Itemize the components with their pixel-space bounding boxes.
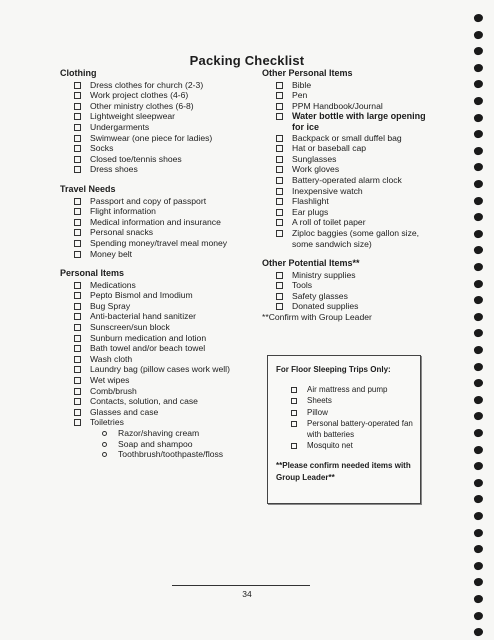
checklist-item: Dress clothes for church (2-3)	[60, 80, 260, 91]
checkbox-icon	[74, 82, 81, 89]
checklist-item: Donated supplies	[262, 301, 440, 312]
bullet-circle-icon	[102, 431, 107, 436]
checkbox-icon	[74, 166, 81, 173]
page-title: Packing Checklist	[189, 53, 305, 68]
binding-ring	[473, 577, 484, 587]
checklist-item: Ministry supplies	[262, 270, 440, 281]
checklist-item: Bath towel and/or beach towel	[60, 343, 260, 354]
binding-ring	[473, 444, 484, 454]
binding-ring	[473, 627, 484, 637]
checkbox-icon	[276, 219, 283, 226]
checklist-item: Medications	[60, 280, 260, 291]
checkbox-icon	[276, 113, 283, 120]
footer-rule	[172, 585, 310, 586]
checklist-item: Wash cloth	[60, 354, 260, 365]
checkbox-icon	[276, 156, 283, 163]
binding-ring	[473, 29, 484, 39]
checkbox-icon	[74, 409, 81, 416]
confirm-note: **Confirm with Group Leader	[262, 312, 372, 323]
binding-ring	[473, 461, 484, 471]
binding-ring	[473, 129, 484, 139]
checklist-item: Safety glasses	[262, 291, 440, 302]
binding-ring	[473, 345, 484, 355]
checklist-item: Closed toe/tennis shoes	[60, 154, 260, 165]
page-number: 34	[242, 589, 252, 599]
checkbox-icon	[276, 103, 283, 110]
binding-ring	[473, 245, 484, 255]
checklist-item: Personal snacks	[60, 227, 260, 238]
checklist-item: Contacts, solution, and case	[60, 396, 260, 407]
checklist-subitem: Razor/shaving cream	[60, 428, 260, 439]
checkbox-icon	[74, 113, 81, 120]
checklist-item: Comb/brush	[60, 386, 260, 397]
binding-ring	[473, 262, 484, 272]
checklist-item: Passport and copy of passport	[60, 196, 260, 207]
checklist-item: Work project clothes (4-6)	[60, 90, 260, 101]
checkbox-icon	[74, 313, 81, 320]
binding-ring	[473, 212, 484, 222]
checkbox-icon	[74, 156, 81, 163]
binding-ring	[473, 527, 484, 537]
checklist-item: Pen	[262, 90, 440, 101]
section-heading-other-potential-items: Other Potential Items**	[262, 258, 360, 269]
binding-ring	[473, 361, 484, 371]
checkbox-icon	[276, 282, 283, 289]
checklist-item: Medical information and insurance	[60, 217, 260, 228]
bullet-circle-icon	[102, 442, 107, 447]
checkbox-icon	[74, 208, 81, 215]
checklist-item: Mosquito net	[268, 440, 420, 451]
checkbox-icon	[74, 282, 81, 289]
checklist-item-water-bottle: Water bottle with large opening for ice	[262, 111, 440, 132]
checklist-item: Sunburn medication and lotion	[60, 333, 260, 344]
checkbox-icon	[74, 335, 81, 342]
binding-ring	[473, 229, 484, 239]
binding-ring	[473, 478, 484, 488]
binding-ring	[473, 411, 484, 421]
checklist-item: Glasses and case	[60, 407, 260, 418]
bullet-circle-icon	[102, 452, 107, 457]
checkbox-icon	[74, 366, 81, 373]
checkbox-icon	[74, 240, 81, 247]
checkbox-icon	[276, 188, 283, 195]
section-heading-other-personal-items: Other Personal Items	[262, 68, 353, 78]
checkbox-icon	[74, 292, 81, 299]
checkbox-icon	[276, 293, 283, 300]
checkbox-icon	[276, 272, 283, 279]
checklist-item: Air mattress and pump	[268, 384, 420, 395]
binding-ring	[473, 295, 484, 305]
binding-ring	[473, 278, 484, 288]
binding-ring	[473, 112, 484, 122]
checklist-item: Spending money/travel meal money	[60, 238, 260, 249]
checklist-item: Sunscreen/sun block	[60, 322, 260, 333]
checkbox-icon	[276, 177, 283, 184]
checkbox-icon	[74, 124, 81, 131]
binding-ring	[473, 195, 484, 205]
checkbox-icon	[74, 345, 81, 352]
checklist-item: Ziploc baggies (some gallon size, some sandwich size)	[262, 228, 440, 249]
checklist-item: Hat or baseball cap	[262, 143, 440, 154]
checklist-item: Pepto Bismol and Imodium	[60, 290, 260, 301]
checkbox-icon	[276, 82, 283, 89]
section-heading-travel-needs: Travel Needs	[60, 183, 116, 194]
checklist-item: Bible	[262, 80, 440, 91]
checklist-item: Tools	[262, 280, 440, 291]
checklist-item: Pillow	[268, 407, 420, 418]
binding-ring	[473, 162, 484, 172]
right-column	[262, 68, 440, 323]
checkbox-icon	[291, 421, 297, 427]
checkbox-icon	[74, 419, 81, 426]
binding-ring	[473, 146, 484, 156]
checkbox-icon	[74, 219, 81, 226]
binding-ring	[473, 561, 484, 571]
checklist-item: Other ministry clothes (6-8)	[60, 101, 260, 112]
checkbox-icon	[74, 303, 81, 310]
binding-ring	[473, 494, 484, 504]
checklist-item: Work gloves	[262, 164, 440, 175]
binding-ring	[473, 63, 484, 73]
checkbox-icon	[291, 398, 297, 404]
checklist-item: Bug Spray	[60, 301, 260, 312]
binding-ring	[473, 511, 484, 521]
checkbox-icon	[74, 135, 81, 142]
checkbox-icon	[276, 166, 283, 173]
checkbox-icon	[276, 198, 283, 205]
checklist-item: Laundry bag (pillow cases work well)	[60, 364, 260, 375]
checklist-item: Flight information	[60, 206, 260, 217]
checklist-item: Flashlight	[262, 196, 440, 207]
left-column	[60, 68, 260, 460]
binding-ring	[473, 378, 484, 388]
binding-ring	[473, 179, 484, 189]
binding-ring	[473, 428, 484, 438]
checklist-item: Personal battery-operated fan with batteries	[268, 418, 420, 440]
checkbox-icon	[74, 103, 81, 110]
checkbox-icon	[276, 230, 283, 237]
checklist-item: Lightweight sleepwear	[60, 111, 260, 122]
checklist-item: Anti-bacterial hand sanitizer	[60, 311, 260, 322]
checkbox-icon	[276, 92, 283, 99]
checkbox-icon	[74, 388, 81, 395]
checklist-item: Sheets	[268, 395, 420, 406]
checkbox-icon	[276, 209, 283, 216]
section-heading-clothing: Clothing	[60, 68, 97, 78]
checklist-item: PPM Handbook/Journal	[262, 101, 440, 112]
binding-ring	[473, 594, 484, 604]
section-heading-personal-items: Personal Items	[60, 268, 125, 279]
binding-ring	[473, 610, 484, 620]
checkbox-icon	[74, 398, 81, 405]
checklist-item: Backpack or small duffel bag	[262, 133, 440, 144]
floor-box-title: For Floor Sleeping Trips Only:	[276, 365, 391, 374]
checkbox-icon	[74, 356, 81, 363]
binding-ring	[473, 96, 484, 106]
checkbox-icon	[291, 443, 297, 449]
checklist-item: A roll of toilet paper	[262, 217, 440, 228]
checklist-item: Socks	[60, 143, 260, 154]
checkbox-icon	[276, 145, 283, 152]
checklist-item: Toiletries	[60, 417, 260, 428]
checkbox-icon	[74, 377, 81, 384]
checklist-item: Swimwear (one piece for ladies)	[60, 133, 260, 144]
binding-ring	[473, 328, 484, 338]
checkbox-icon	[276, 135, 283, 142]
binding-ring	[473, 13, 484, 23]
checklist-item: Undergarments	[60, 122, 260, 133]
checklist-item: Dress shoes	[60, 164, 260, 175]
checklist-item: Sunglasses	[262, 154, 440, 165]
floor-sleeping-box	[267, 355, 421, 504]
binding-ring	[473, 312, 484, 322]
checklist-item: Inexpensive watch	[262, 186, 440, 197]
binding-ring	[473, 395, 484, 405]
binding-ring	[473, 544, 484, 554]
floor-box-note: **Please confirm needed items with Group Leader**	[276, 461, 411, 482]
binding-ring	[473, 46, 484, 56]
checkbox-icon	[74, 251, 81, 258]
checklist-subitem: Toothbrush/toothpaste/floss	[60, 449, 260, 460]
checklist-item: Ear plugs	[262, 207, 440, 218]
checklist-item: Money belt	[60, 249, 260, 260]
spiral-binding	[466, 0, 494, 640]
checklist-subitem: Soap and shampoo	[60, 439, 260, 450]
checkbox-icon	[291, 387, 297, 393]
checkbox-icon	[74, 324, 81, 331]
checkbox-icon	[74, 145, 81, 152]
checkbox-icon	[291, 410, 297, 416]
checklist-item: Wet wipes	[60, 375, 260, 386]
checklist-item: Battery-operated alarm clock	[262, 175, 440, 186]
checkbox-icon	[276, 303, 283, 310]
checkbox-icon	[74, 229, 81, 236]
binding-ring	[473, 79, 484, 89]
checkbox-icon	[74, 198, 81, 205]
checkbox-icon	[74, 92, 81, 99]
